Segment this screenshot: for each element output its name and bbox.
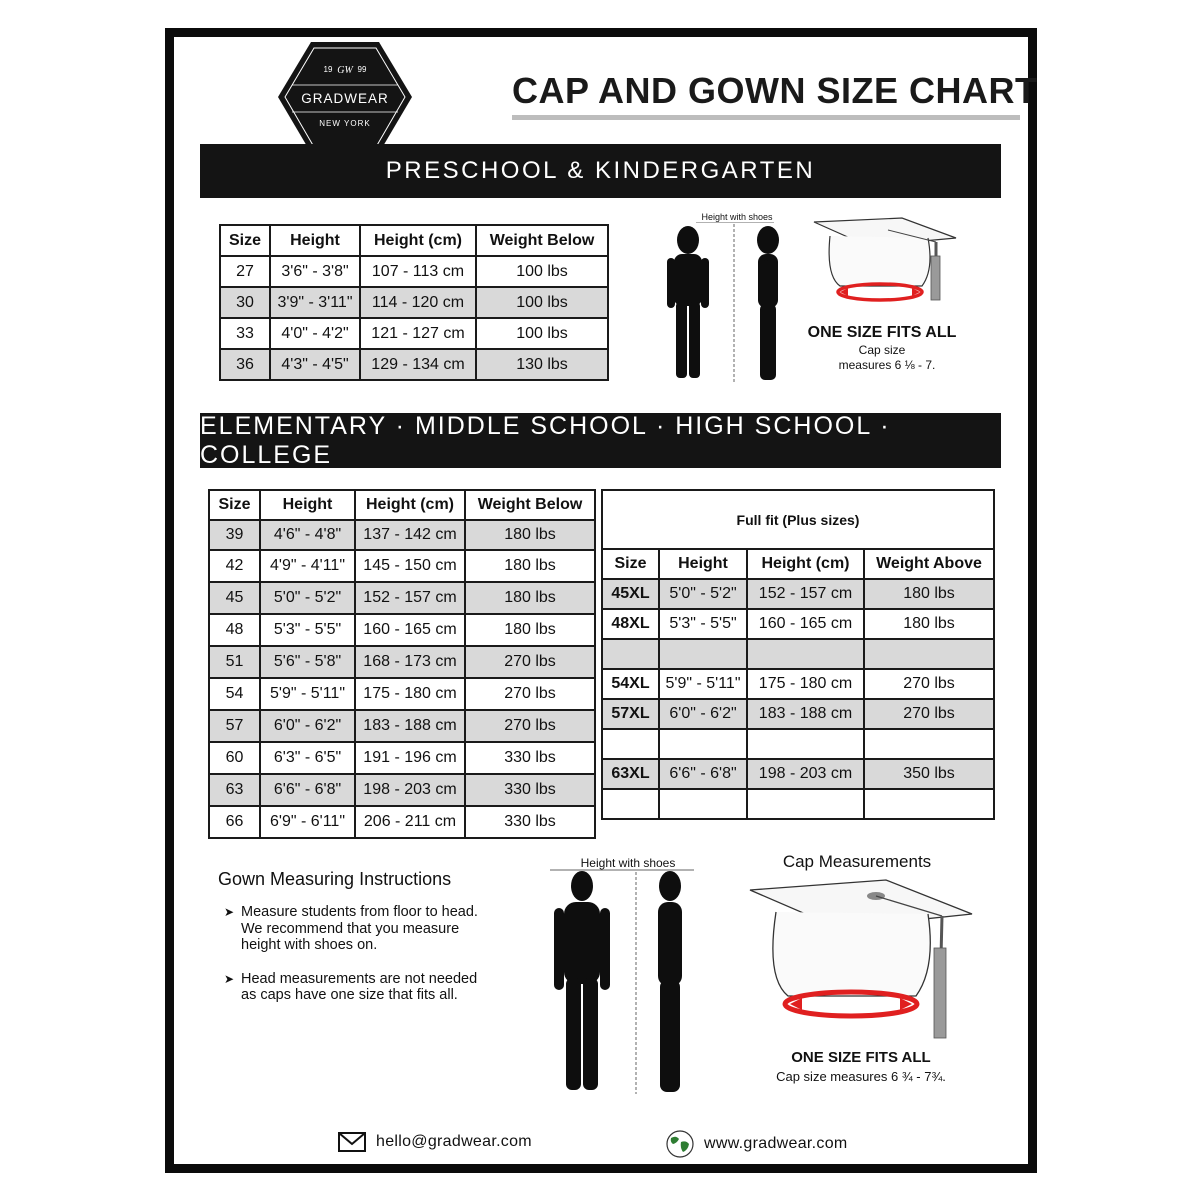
cell-height: 6'0" - 6'2" xyxy=(260,710,355,742)
table-row xyxy=(602,669,994,699)
table-row xyxy=(602,609,994,639)
table-row xyxy=(602,729,994,759)
cell-height: 6'6" - 6'8" xyxy=(260,774,355,806)
cell-size: 48XL xyxy=(602,609,659,639)
preschool-size-table xyxy=(219,224,609,381)
cell-size: 54XL xyxy=(602,669,659,699)
adult-figure-label: Height with shoes xyxy=(580,856,676,870)
cell-weight: 180 lbs xyxy=(465,582,595,614)
logo-year-right: 99 xyxy=(357,65,367,74)
preschool-cap-illustration xyxy=(810,216,960,316)
elementary-size-table xyxy=(208,489,596,839)
cap-illustration xyxy=(746,878,976,1048)
header-size: Size xyxy=(209,490,260,520)
child-silhouette-figure xyxy=(662,222,792,387)
cell-size: 48 xyxy=(209,614,260,646)
table-row xyxy=(220,349,608,380)
cell-height xyxy=(659,729,747,759)
cell-height-cm: 152 - 157 cm xyxy=(747,579,864,609)
cell-height: 6'0" - 6'2" xyxy=(659,699,747,729)
cell-size: 63XL xyxy=(602,759,659,789)
cell-weight: 330 lbs xyxy=(465,742,595,774)
elementary-banner: ELEMENTARY · MIDDLE SCHOOL · HIGH SCHOOL · COLLEGE xyxy=(200,413,1001,468)
email-text[interactable]: hello@gradwear.com xyxy=(376,1133,532,1150)
preschool-cap-size-value: measures 6 ⅛ - 7. xyxy=(838,358,936,372)
cell-size: 45XL xyxy=(602,579,659,609)
table-row xyxy=(209,646,595,678)
plus-title-row xyxy=(602,490,994,549)
cell-height-cm: 137 - 142 cm xyxy=(355,520,465,550)
preschool-banner: PRESCHOOL & KINDERGARTEN xyxy=(200,144,1001,198)
table-row xyxy=(602,639,994,669)
cell-size: 60 xyxy=(209,742,260,774)
header-weight-above: Weight Above xyxy=(864,549,994,579)
title-underline xyxy=(512,115,1020,120)
cell-height: 5'9" - 5'11" xyxy=(260,678,355,710)
cell-size xyxy=(602,789,659,819)
cell-height-cm: 168 - 173 cm xyxy=(355,646,465,678)
header-size: Size xyxy=(602,549,659,579)
cell-size xyxy=(602,639,659,669)
cell-weight: 270 lbs xyxy=(465,646,595,678)
plus-size-table xyxy=(601,489,995,820)
cell-size: 30 xyxy=(220,287,270,318)
cell-height-cm: 107 - 113 cm xyxy=(360,256,476,287)
cell-height-cm: 160 - 165 cm xyxy=(355,614,465,646)
cell-height-cm: 183 - 188 cm xyxy=(747,699,864,729)
cell-height-cm: 175 - 180 cm xyxy=(355,678,465,710)
cell-weight: 100 lbs xyxy=(476,318,608,349)
child-front-silhouette xyxy=(667,226,709,378)
cell-height: 4'9" - 4'11" xyxy=(260,550,355,582)
table-header-row xyxy=(209,490,595,520)
instruction-text: Head measurements are not needed as caps have one size that fits all. xyxy=(241,970,478,1003)
table-row xyxy=(209,710,595,742)
table-header-row xyxy=(220,225,608,256)
cell-height xyxy=(659,789,747,819)
cell-height: 3'9" - 3'11" xyxy=(270,287,360,318)
adult-side-silhouette xyxy=(658,871,682,1092)
globe-icon xyxy=(666,1130,694,1158)
table-row xyxy=(602,759,994,789)
cell-weight: 180 lbs xyxy=(465,614,595,646)
cell-height: 5'6" - 5'8" xyxy=(260,646,355,678)
cell-size: 36 xyxy=(220,349,270,380)
arrow-right-icon: ➤ xyxy=(224,971,235,986)
cap-measurements-heading: Cap Measurements xyxy=(782,852,932,871)
cell-height: 5'0" - 5'2" xyxy=(260,582,355,614)
table-row xyxy=(602,579,994,609)
cell-height: 4'0" - 4'2" xyxy=(270,318,360,349)
instruction-item xyxy=(224,971,484,1004)
cell-height-cm: 145 - 150 cm xyxy=(355,550,465,582)
cell-height: 4'3" - 4'5" xyxy=(270,349,360,380)
table-row xyxy=(220,287,608,318)
cell-height: 3'6" - 3'8" xyxy=(270,256,360,287)
cell-height: 5'3" - 5'5" xyxy=(659,609,747,639)
cell-weight: 180 lbs xyxy=(864,579,994,609)
cell-height-cm: 191 - 196 cm xyxy=(355,742,465,774)
cell-weight: 130 lbs xyxy=(476,349,608,380)
cell-height: 4'6" - 4'8" xyxy=(260,520,355,550)
cell-weight: 270 lbs xyxy=(864,669,994,699)
header-height-cm: Height (cm) xyxy=(747,549,864,579)
cell-weight: 330 lbs xyxy=(465,774,595,806)
cell-height xyxy=(659,639,747,669)
table-row xyxy=(220,256,608,287)
cell-height: 5'3" - 5'5" xyxy=(260,614,355,646)
footer-website[interactable] xyxy=(666,1130,848,1158)
logo-city: NEW YORK xyxy=(319,119,371,128)
table-row xyxy=(209,550,595,582)
cell-height-cm: 206 - 211 cm xyxy=(355,806,465,838)
instructions-list xyxy=(224,904,484,1021)
mail-icon xyxy=(338,1132,366,1152)
cell-height-cm xyxy=(747,729,864,759)
cap-size-measure: Cap size measures 6 ¾ - 7¾. xyxy=(776,1069,946,1084)
table-row xyxy=(602,789,994,819)
cell-height-cm: 114 - 120 cm xyxy=(360,287,476,318)
cell-weight xyxy=(864,789,994,819)
cell-height: 6'6" - 6'8" xyxy=(659,759,747,789)
table-header-row xyxy=(602,549,994,579)
cell-weight: 100 lbs xyxy=(476,256,608,287)
cell-weight: 270 lbs xyxy=(864,699,994,729)
header-size: Size xyxy=(220,225,270,256)
preschool-cap-size-label: Cap size xyxy=(858,343,906,357)
header-weight: Weight Below xyxy=(465,490,595,520)
table-row xyxy=(209,678,595,710)
cell-size: 57 xyxy=(209,710,260,742)
cell-weight: 330 lbs xyxy=(465,806,595,838)
table-row xyxy=(209,520,595,550)
cell-height-cm: 160 - 165 cm xyxy=(747,609,864,639)
cell-height-cm: 129 - 134 cm xyxy=(360,349,476,380)
cell-weight: 270 lbs xyxy=(465,710,595,742)
logo-name: GRADWEAR xyxy=(301,91,389,106)
cell-weight: 180 lbs xyxy=(465,520,595,550)
logo-monogram: GW xyxy=(337,65,353,76)
cell-weight xyxy=(864,729,994,759)
cell-size: 39 xyxy=(209,520,260,550)
preschool-figure-label: Height with shoes xyxy=(701,212,773,222)
cell-size: 42 xyxy=(209,550,260,582)
cell-height-cm: 121 - 127 cm xyxy=(360,318,476,349)
footer-email[interactable] xyxy=(338,1132,532,1152)
header-height: Height xyxy=(659,549,747,579)
cell-height: 5'9" - 5'11" xyxy=(659,669,747,699)
table-row xyxy=(209,774,595,806)
header-height: Height xyxy=(270,225,360,256)
cell-size: 33 xyxy=(220,318,270,349)
cell-height-cm: 175 - 180 cm xyxy=(747,669,864,699)
plus-title: Full fit (Plus sizes) xyxy=(602,490,994,549)
website-text[interactable]: www.gradwear.com xyxy=(704,1135,848,1152)
cell-height-cm xyxy=(747,789,864,819)
cell-weight: 270 lbs xyxy=(465,678,595,710)
cell-size xyxy=(602,729,659,759)
table-row xyxy=(602,699,994,729)
instruction-item xyxy=(224,904,484,954)
cell-weight: 180 lbs xyxy=(864,609,994,639)
cell-weight: 180 lbs xyxy=(465,550,595,582)
cell-weight: 350 lbs xyxy=(864,759,994,789)
instruction-text: Measure students from floor to head. We recommend that you measure height with shoes on. xyxy=(241,904,478,953)
header-weight: Weight Below xyxy=(476,225,608,256)
cell-weight xyxy=(864,639,994,669)
header-height-cm: Height (cm) xyxy=(360,225,476,256)
cap-one-size-title: ONE SIZE FITS ALL xyxy=(791,1049,931,1066)
cell-height-cm: 152 - 157 cm xyxy=(355,582,465,614)
arrow-right-icon: ➤ xyxy=(224,905,235,919)
cell-height: 6'9" - 6'11" xyxy=(260,806,355,838)
header-height-cm: Height (cm) xyxy=(355,490,465,520)
cell-weight: 100 lbs xyxy=(476,287,608,318)
cell-size: 57XL xyxy=(602,699,659,729)
header-height: Height xyxy=(260,490,355,520)
table-row xyxy=(209,806,595,838)
preschool-cap-title: ONE SIZE FITS ALL xyxy=(807,324,957,341)
instructions-title: Gown Measuring Instructions xyxy=(218,869,452,889)
gradwear-logo xyxy=(276,40,414,155)
page-title: CAP AND GOWN SIZE CHART xyxy=(512,70,1038,111)
cell-size: 51 xyxy=(209,646,260,678)
table-row xyxy=(220,318,608,349)
adult-silhouette-figure xyxy=(544,868,704,1098)
cell-size: 45 xyxy=(209,582,260,614)
cell-height: 5'0" - 5'2" xyxy=(659,579,747,609)
logo-year-left: 19 xyxy=(323,65,333,74)
cell-height-cm: 198 - 203 cm xyxy=(355,774,465,806)
cell-height-cm: 198 - 203 cm xyxy=(747,759,864,789)
cell-size: 63 xyxy=(209,774,260,806)
cell-height: 6'3" - 6'5" xyxy=(260,742,355,774)
child-side-silhouette xyxy=(757,226,779,380)
cell-height-cm xyxy=(747,639,864,669)
table-row xyxy=(209,614,595,646)
table-row xyxy=(209,582,595,614)
adult-front-silhouette xyxy=(554,871,610,1090)
cell-height-cm: 183 - 188 cm xyxy=(355,710,465,742)
cell-size: 66 xyxy=(209,806,260,838)
cell-size: 54 xyxy=(209,678,260,710)
table-row xyxy=(209,742,595,774)
cell-size: 27 xyxy=(220,256,270,287)
